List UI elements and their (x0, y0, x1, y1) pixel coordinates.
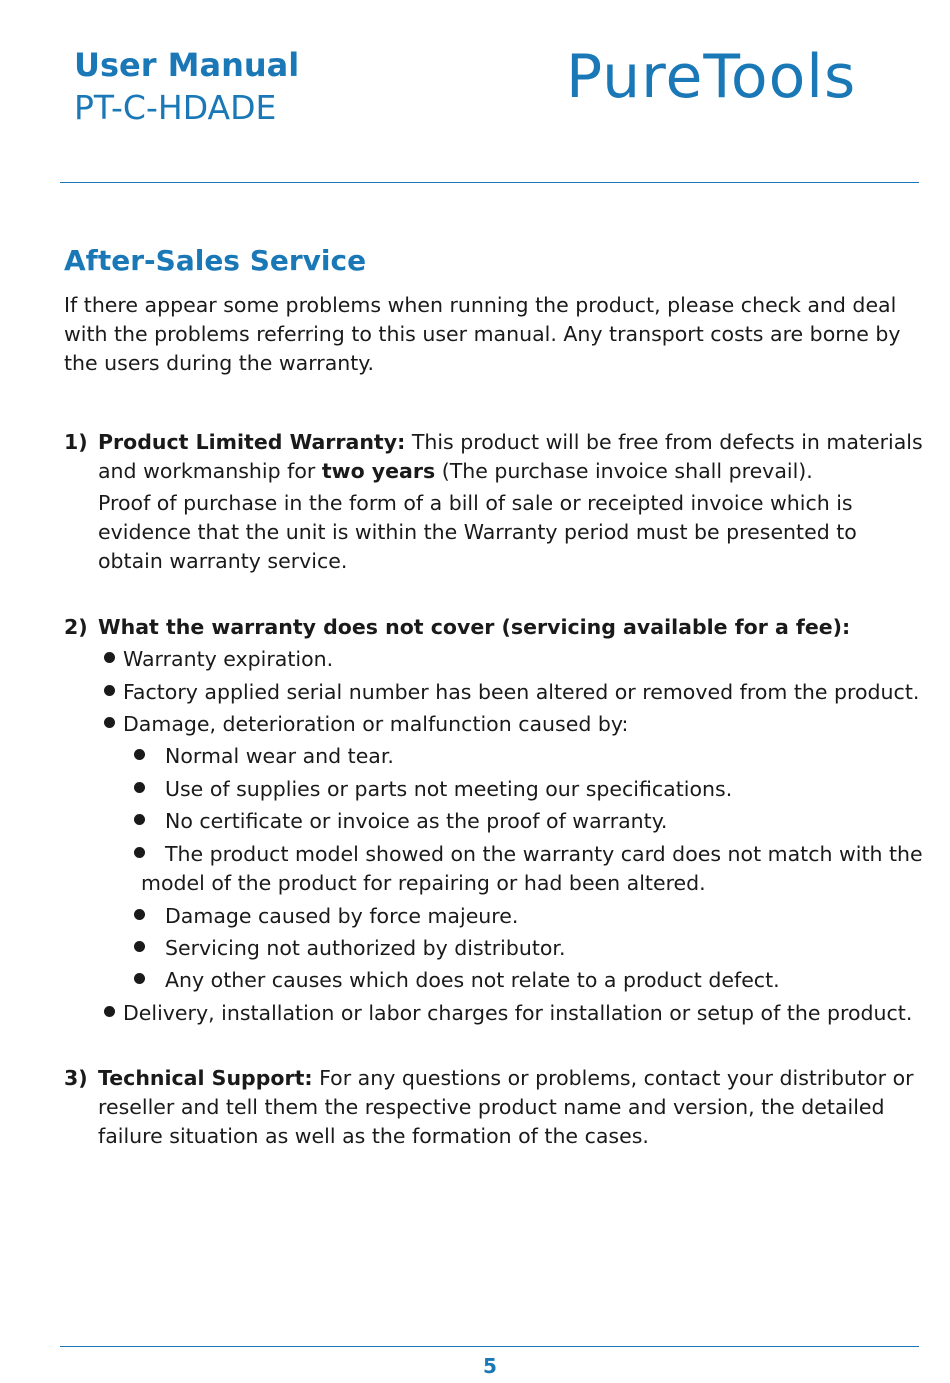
warranty-text-b: (The purchase invoice shall prevail). (435, 459, 813, 483)
sub-list-item-continuation: model of the product for repairing or had been altered. (141, 871, 706, 895)
intro-paragraph: If there appear some problems when running the product, please check and deal with the problems referring to this user manual. Any transport costs are borne by the users during the warranty. (64, 293, 901, 375)
sub-list-item: The product model showed on the warranty card does not match with the (134, 840, 923, 869)
bullet-icon (134, 847, 145, 858)
support-text (98, 1064, 924, 1151)
footer-divider (60, 1346, 919, 1347)
bullet-icon (134, 909, 145, 920)
bullet-icon (104, 1006, 115, 1017)
warranty-period: two years (321, 459, 436, 483)
sub-list-item: Servicing not authorized by distributor. (134, 934, 565, 963)
bullet-icon (134, 941, 145, 952)
sub-list-item: Damage caused by force majeure. (134, 902, 518, 931)
warranty-text (98, 428, 924, 486)
bullet-icon (134, 973, 145, 984)
list-item: Warranty expiration. (104, 645, 333, 674)
section-title: After-Sales Service (64, 244, 367, 277)
bullet-icon (104, 652, 115, 663)
bullet-icon (134, 782, 145, 793)
product-model: PT-C-HDADE (74, 88, 277, 127)
list-item: Delivery, installation or labor charges for installation or setup of the product. (104, 999, 912, 1028)
sub-list-item: Normal wear and tear. (134, 742, 394, 771)
item-number: 1) (64, 430, 88, 454)
warranty-text-a: This product will be free from defects in materials and workmanship for (98, 430, 923, 483)
bullet-icon (104, 685, 115, 696)
warranty-item (64, 428, 924, 576)
sub-list-item: Any other causes which does not relate to a product defect. (134, 966, 780, 995)
sub-list-item: Use of supplies or parts not meeting our specifications. (134, 775, 732, 804)
item-number: 3) (64, 1066, 88, 1090)
brand-logo: PureTools (566, 42, 857, 112)
item-number: 2) (64, 615, 88, 639)
proof-of-purchase-text: Proof of purchase in the form of a bill of sale or receipted invoice which is evidence that the unit is within the Warranty period must be presented to obtain warranty service. (98, 491, 857, 573)
support-text-body: For any questions or problems, contact your distributor or reseller and tell them the respective product name and version, the detailed failure situation as well as the formation of the cases. (98, 1066, 914, 1148)
warranty-label: Product Limited Warranty: (98, 430, 406, 454)
bullet-icon (104, 717, 115, 728)
manual-title: User Manual (74, 46, 300, 84)
exclusions-heading: What the warranty does not cover (servicing available for a fee): (98, 615, 851, 639)
bullet-icon (134, 749, 145, 760)
sub-list-item: No certificate or invoice as the proof of warranty. (134, 807, 667, 836)
page-number: 5 (483, 1354, 497, 1378)
support-label: Technical Support: (98, 1066, 313, 1090)
support-item (64, 1064, 924, 1151)
bullet-icon (134, 814, 145, 825)
list-item: Damage, deterioration or malfunction caused by: (104, 710, 628, 739)
list-item: Factory applied serial number has been altered or removed from the product. (104, 678, 919, 707)
header-divider (60, 182, 919, 183)
exclusions-item (64, 613, 924, 642)
